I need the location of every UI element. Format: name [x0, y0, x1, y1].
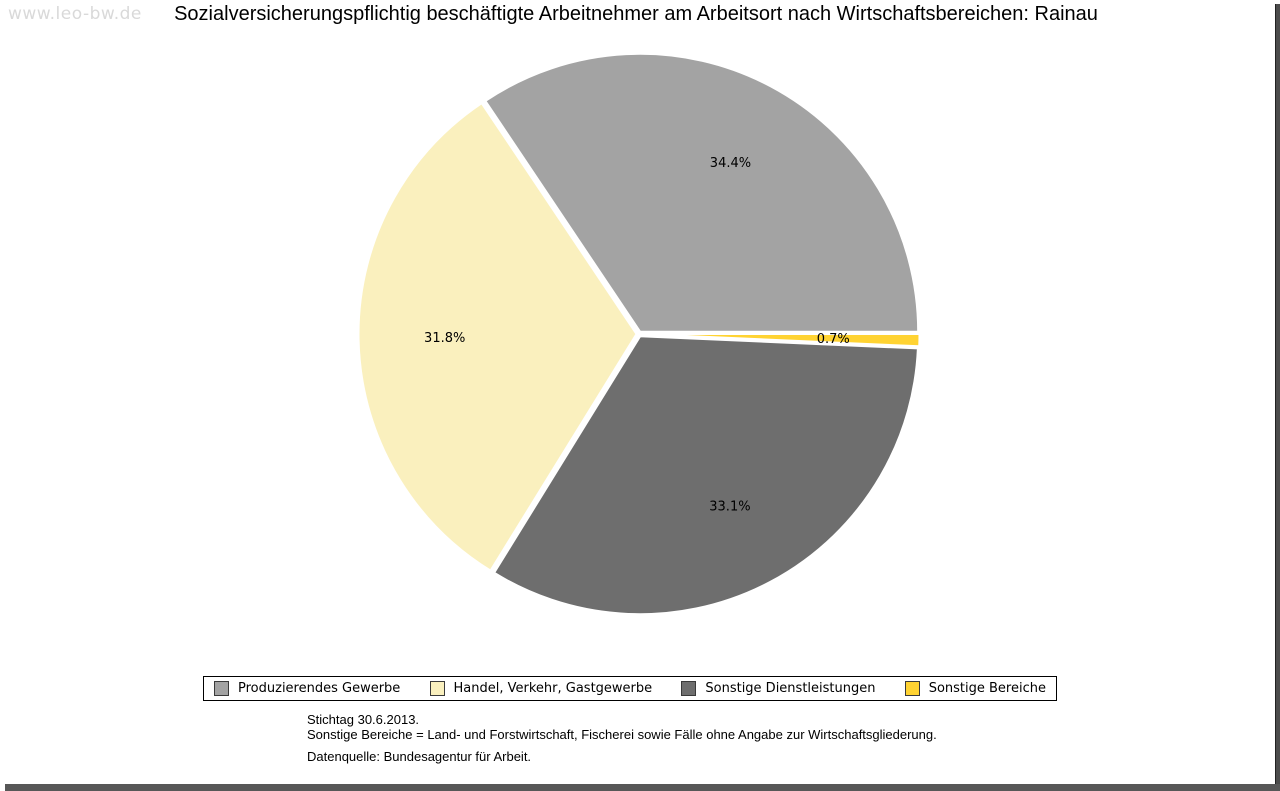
- legend-swatch-sonstige-dienstleistungen: [681, 681, 696, 696]
- legend-label-sonstige-dienstleistungen: Sonstige Dienstleistungen: [705, 681, 876, 696]
- legend-swatch-handel-verkehr-gastgewerbe: [430, 681, 445, 696]
- legend-item-handel-verkehr-gastgewerbe: [430, 681, 653, 696]
- legend-swatch-sonstige-bereiche: [905, 681, 920, 696]
- frame-shadow-bottom: [5, 784, 1280, 791]
- watermark-leo-bw: www.leo-bw.de: [8, 4, 142, 24]
- legend-item-sonstige-dienstleistungen: [681, 681, 875, 696]
- legend-item-produzierendes-gewerbe: [214, 681, 400, 696]
- pie-slice-value-label-handel-verkehr-gastgewerbe: 31.8%: [424, 331, 466, 347]
- legend-label-produzierendes-gewerbe: Produzierendes Gewerbe: [238, 681, 401, 696]
- legend: [203, 676, 1057, 701]
- legend-label-handel-verkehr-gastgewerbe: Handel, Verkehr, Gastgewerbe: [453, 681, 653, 696]
- pie-slice-value-label-sonstige-bereiche: 0.7%: [816, 331, 850, 347]
- pie-slice-value-label-produzierendes-gewerbe: 34.4%: [709, 156, 752, 172]
- legend-swatch-produzierendes-gewerbe: [214, 681, 229, 696]
- pie-slice-value-label-sonstige-dienstleistungen: 33.1%: [709, 499, 751, 515]
- legend-label-sonstige-bereiche: Sonstige Bereiche: [928, 681, 1046, 696]
- footnote-datenquelle: Datenquelle: Bundesagentur für Arbeit.: [307, 749, 532, 764]
- frame-shadow-right: [1275, 4, 1280, 791]
- legend-item-sonstige-bereiche: [905, 681, 1046, 696]
- footnote-stichtag: Stichtag 30.6.2013.: [307, 712, 420, 727]
- chart-title: Sozialversicherungspflichtig beschäftigte Arbeitnehmer am Arbeitsort nach Wirtschaftsbereichen: Rainau: [174, 3, 1098, 25]
- footnote-sonstige-bereiche-definition: Sonstige Bereiche = Land- und Forstwirtschaft, Fischerei sowie Fälle ohne Angabe zur Wirtschaftsgliederung.: [307, 727, 937, 742]
